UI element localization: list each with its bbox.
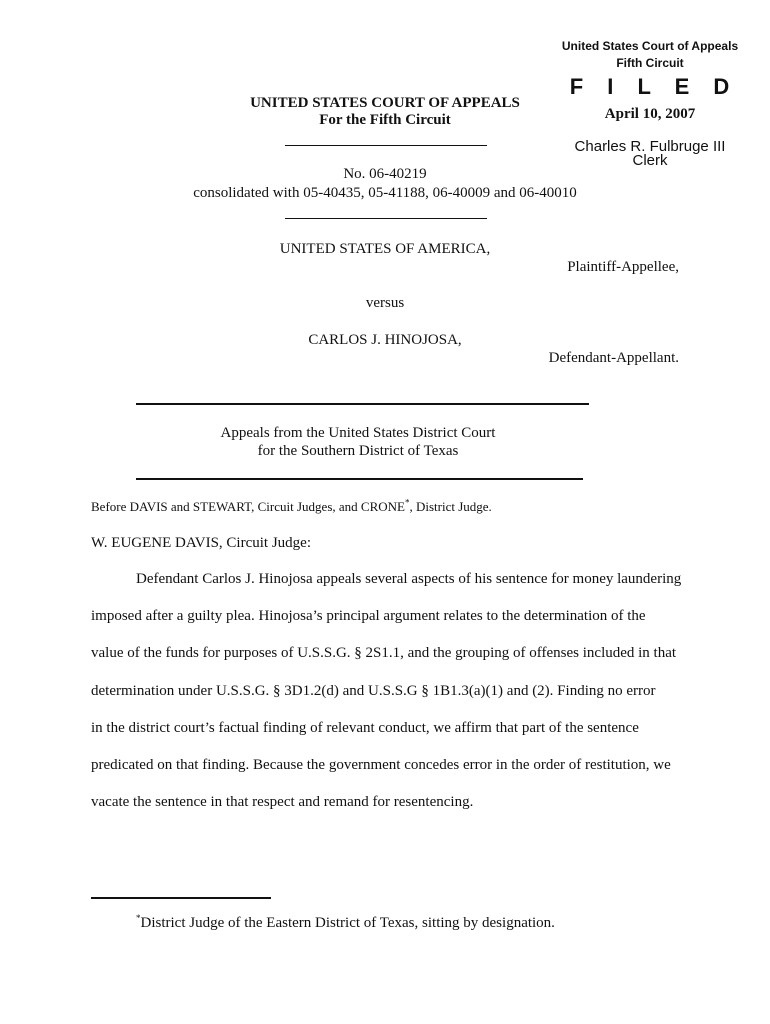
opinion-line: in the district court’s factual finding of relevant conduct, we affirm that part of the sentence <box>91 720 639 736</box>
opinion-line: Defendant Carlos J. Hinojosa appeals several aspects of his sentence for money laundering <box>136 571 682 587</box>
opinion-line: vacate the sentence in that respect and remand for resentencing. <box>91 794 474 810</box>
footnote-text: District Judge of the Eastern District of Texas, sitting by designation. <box>140 915 555 931</box>
court-circuit: For the Fifth Circuit <box>319 112 451 128</box>
divider <box>285 145 487 146</box>
caption-rule-bottom <box>136 478 583 480</box>
plaintiff-name: UNITED STATES OF AMERICA, <box>279 241 491 257</box>
opinion-line: imposed after a guilty plea. Hinojosa’s principal argument relates to the determination of the <box>91 608 646 624</box>
opinion-author: W. EUGENE DAVIS, Circuit Judge: <box>91 535 311 551</box>
panel-line <box>91 499 492 515</box>
stamp-court: United States Court of Appeals <box>561 39 739 53</box>
consolidated-cases: consolidated with 05-40435, 05-41188, 06-40009 and 06-40010 <box>193 185 577 201</box>
stamp-date: April 10, 2007 <box>604 106 696 122</box>
stamp-clerk-title: Clerk <box>632 152 668 169</box>
panel-after: , District Judge. <box>409 499 492 514</box>
footnote <box>136 915 555 932</box>
divider <box>285 218 487 219</box>
caption-rule-top <box>136 403 589 405</box>
footnote-rule <box>91 897 271 899</box>
appeal-from-line2: for the Southern District of Texas <box>257 443 459 459</box>
footnote-mark: * <box>136 913 141 923</box>
plaintiff-role: Plaintiff-Appellee, <box>567 259 679 275</box>
panel-footnote-mark: * <box>404 497 410 508</box>
stamp-clerk-name: Charles R. Fulbruge III <box>574 138 726 155</box>
opinion-line: determination under U.S.S.G. § 3D1.2(d) and U.S.S.G § 1B1.3(a)(1) and (2). Finding no error <box>91 683 656 699</box>
appeal-from-line1: Appeals from the United States District Court <box>220 425 496 441</box>
stamp-filed: F I L E D <box>569 74 739 99</box>
filed-stamp <box>550 38 750 168</box>
court-name: UNITED STATES COURT OF APPEALS <box>250 95 520 111</box>
stamp-circuit: Fifth Circuit <box>616 56 684 70</box>
opinion-line: value of the funds for purposes of U.S.S.G. § 2S1.1, and the grouping of offenses included in that <box>91 645 677 661</box>
versus-label: versus <box>365 295 405 311</box>
opinion-line: predicated on that finding. Because the government concedes error in the order of restitution, we <box>91 757 671 773</box>
case-number: No. 06-40219 <box>343 166 427 182</box>
defendant-role: Defendant-Appellant. <box>548 350 679 366</box>
panel-before: Before DAVIS and STEWART, Circuit Judges, and CRONE <box>91 499 405 514</box>
defendant-name: CARLOS J. HINOJOSA, <box>308 332 462 348</box>
court-title <box>200 95 570 129</box>
